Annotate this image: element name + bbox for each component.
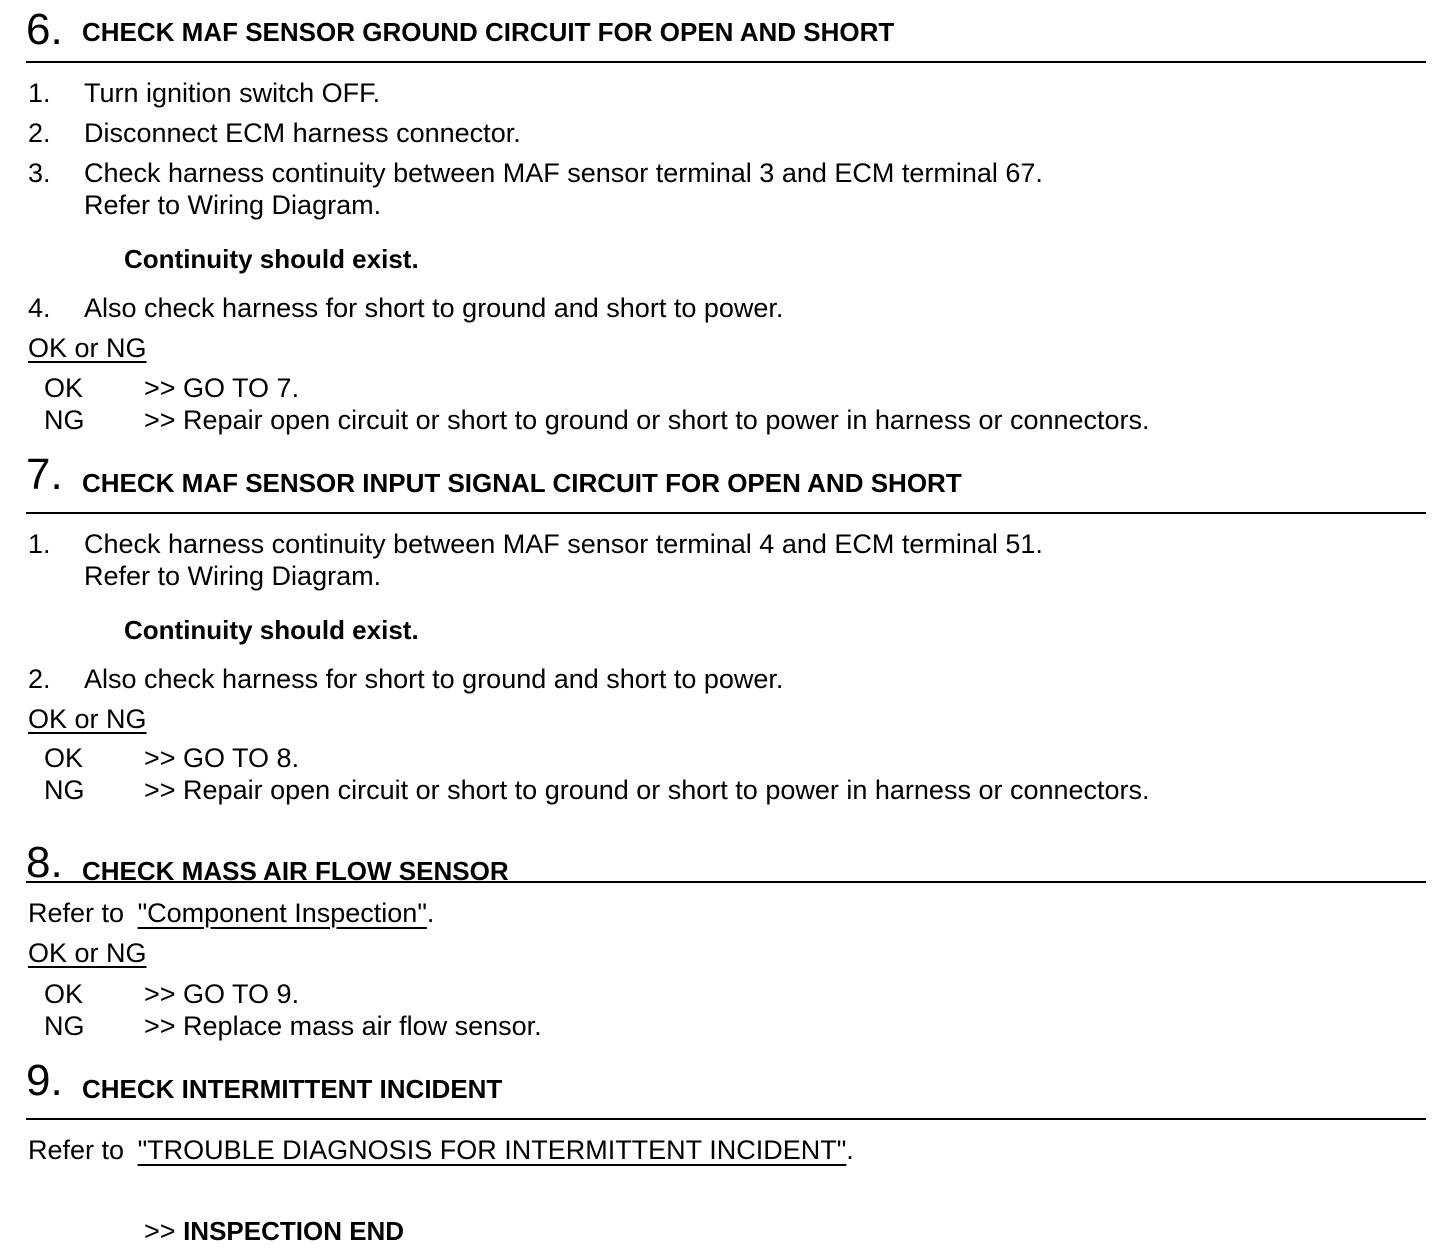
step-7-item-1-number: 1. — [28, 529, 51, 559]
step-8-ok-action: >> GO TO 9. — [144, 979, 300, 1009]
step-8-refer — [28, 898, 434, 928]
step-7-ok-ng-label: OK or NG — [28, 704, 147, 734]
step-7-divider — [26, 512, 1426, 514]
step-6-ng-action: >> Repair open circuit or short to ground or short to power in harness or connectors. — [144, 405, 1150, 435]
trouble-diagnosis-link[interactable]: "TROUBLE DIAGNOSIS FOR INTERMITTENT INCIDENT" — [137, 1135, 847, 1165]
step-6-ng-label: NG — [44, 405, 85, 435]
step-9-refer-suffix: . — [846, 1135, 854, 1165]
step-6-item-4-number: 4. — [28, 293, 51, 323]
component-inspection-link[interactable]: "Component Inspection" — [137, 898, 427, 928]
step-6-item-3-text: Check harness continuity between MAF sensor terminal 3 and ECM terminal 67. — [84, 158, 1043, 188]
inspection-end — [144, 1216, 404, 1246]
step-7-title: CHECK MAF SENSOR INPUT SIGNAL CIRCUIT FOR OPEN AND SHORT — [82, 468, 962, 498]
step-8-ok-label: OK — [44, 979, 84, 1009]
step-6-item-1-text: Turn ignition switch OFF. — [84, 78, 381, 108]
step-7-ok-label: OK — [44, 743, 84, 773]
step-9-title: CHECK INTERMITTENT INCIDENT — [82, 1074, 503, 1104]
step-9-refer-prefix: Refer to — [28, 1135, 125, 1165]
step-9-number: 9. — [26, 1056, 63, 1105]
step-7-item-1-text: Check harness continuity between MAF sensor terminal 4 and ECM terminal 51. — [84, 529, 1043, 559]
step-6-ok-label: OK — [44, 373, 84, 403]
step-6-divider — [26, 61, 1426, 63]
step-7-item-1-refer: Refer to Wiring Diagram. — [84, 561, 382, 591]
step-8-ng-action: >> Replace mass air flow sensor. — [144, 1011, 542, 1041]
step-8-divider — [26, 881, 1426, 883]
step-8-number: 8. — [26, 838, 63, 887]
step-6-item-2-text: Disconnect ECM harness connector. — [84, 118, 521, 148]
step-7-item-2-text: Also check harness for short to ground and short to power. — [84, 664, 784, 694]
step-6-title: CHECK MAF SENSOR GROUND CIRCUIT FOR OPEN AND SHORT — [82, 17, 895, 47]
step-8-ng-label: NG — [44, 1011, 85, 1041]
step-8-ok-ng-label: OK or NG — [28, 938, 147, 968]
step-8-refer-prefix: Refer to — [28, 898, 125, 928]
step-6-ok-ng-label: OK or NG — [28, 333, 147, 363]
step-6-ok-action: >> GO TO 7. — [144, 373, 300, 403]
inspection-end-label: INSPECTION END — [183, 1216, 405, 1246]
step-8-title: CHECK MASS AIR FLOW SENSOR — [82, 856, 509, 886]
step-7-ng-label: NG — [44, 775, 85, 805]
step-6-item-4-text: Also check harness for short to ground and short to power. — [84, 293, 784, 323]
step-6-spec: Continuity should exist. — [124, 244, 419, 274]
step-7-ok-action: >> GO TO 8. — [144, 743, 300, 773]
step-6-item-2-number: 2. — [28, 118, 51, 148]
inspection-end-arrow: >> — [144, 1216, 176, 1246]
step-6-item-1-number: 1. — [28, 78, 51, 108]
step-8-refer-suffix: . — [426, 898, 435, 928]
step-7-ng-action: >> Repair open circuit or short to ground or short to power in harness or connectors. — [144, 775, 1150, 805]
step-9-refer — [28, 1135, 854, 1165]
step-7-item-2-number: 2. — [28, 664, 51, 694]
step-7-spec: Continuity should exist. — [124, 615, 419, 645]
step-6-item-3-refer: Refer to Wiring Diagram. — [84, 190, 382, 220]
step-9-divider — [26, 1118, 1426, 1120]
step-6-item-3-number: 3. — [28, 158, 51, 188]
step-7-number: 7. — [26, 450, 63, 499]
step-6-number: 6. — [26, 5, 63, 54]
